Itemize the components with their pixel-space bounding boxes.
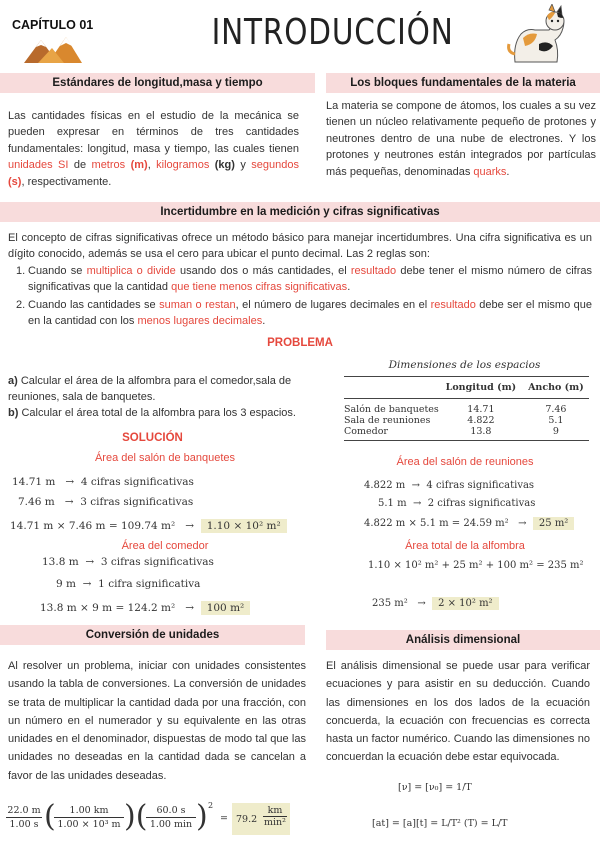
dimensional-header: Análisis dimensional	[326, 630, 600, 650]
conversion-formula: 22.0 m 1.00 s ( 1.00 km 1.00 × 10³ m )( 60.0 s 1.00 min ) 2 = 79.2 km min²	[6, 799, 311, 841]
mountains-logo	[24, 34, 82, 64]
cat-illustration	[505, 4, 567, 66]
chapter-label: CAPÍTULO 01	[12, 18, 94, 32]
dimensions-table-caption: Dimensiones de los espacios	[388, 359, 541, 371]
problem-header: PROBLEMA	[267, 337, 333, 349]
rule-1: 1. Cuando se multiplica o divide usando dos o más cantidades, el resultado debe tener el mismo número de cifras significativas que la cantidad que tiene menos cifras significativas.	[16, 265, 592, 294]
meeting-equation: 4.822 m × 5.1 m = 24.59 m² → 25 m²	[364, 518, 574, 529]
page-title: INTRODUCCIÓN	[211, 12, 454, 53]
banquet-result: 1.10 × 10² m²	[201, 519, 287, 533]
dining-line-1: 13.8 m → 3 cifras significativas	[42, 556, 214, 568]
uncertainty-intro: El concepto de cifras significativas ofrece un método básico para manejar incertidumbres. Una cifra significativa es un dígito conocido, además se usa el cero para ubicar el punto decimal. Las 2 reglas son:	[8, 232, 592, 261]
dimensional-equation-2: [at] = [a][t] = L/T² (T) = L/T	[372, 818, 508, 829]
dimensional-equation-1: [ν] = [ν₀] = 1/T	[398, 782, 472, 793]
meeting-caption: Área del salón de reuniones	[396, 456, 534, 468]
table-header: Longitud (m)	[445, 382, 517, 393]
table-row: Comedor 13.8 9	[344, 426, 589, 441]
meeting-line-1: 4.822 m → 4 cifras significativas	[364, 480, 535, 491]
dimensional-text: El análisis dimensional se puede usar para verificar ecuaciones y para asistir en su deducción. Cuando las dimensiones en los dos lados de la ecuación concuerda, la ecuación con frecuencias es correcta hasta un factor numérico. Cuando las dimensiones no concuerdan la ecuación debe estar equivocada.	[326, 660, 590, 764]
conversion-result: 79.2 km min²	[232, 803, 290, 835]
dining-line-2: 9 m → 1 cifra significativa	[56, 578, 201, 590]
standards-text: Las cantidades físicas en el estudio de la mecánica se pueden expresar en términos de tres cantidades fundamentales: longitud, masa y tiempo, las cuales tienen unidades SI de metros (m), kilogramos (kg) y segundos (s), respectivamente.	[8, 110, 299, 188]
banquet-caption: Área del salón de banquetes	[94, 452, 236, 464]
banquet-equation: 14.71 m × 7.46 m = 109.74 m² → 1.10 × 10² m²	[10, 520, 287, 532]
blocks-header: Los bloques fundamentales de la materia	[326, 73, 600, 93]
meeting-line-2: 5.1 m → 2 cifras significativas	[378, 498, 536, 509]
dimensions-table	[344, 376, 589, 441]
solution-header: SOLUCIÓN	[122, 432, 183, 444]
banquet-line-1: 14.71 m → 4 cifras significativas	[12, 476, 194, 488]
uncertainty-header: Incertidumbre en la medición y cifras significativas	[0, 202, 600, 222]
table-header	[344, 377, 439, 399]
total-result: 2 × 10² m²	[432, 597, 499, 610]
standards-header: Estándares de longitud,masa y tiempo	[0, 73, 315, 93]
problem-b: b) Calcular el área total de la alfombra para los 3 espacios.	[8, 407, 296, 419]
total-caption: Área total de la alfombra	[405, 540, 525, 552]
meeting-result: 25 m²	[533, 517, 574, 530]
conversion-header: Conversión de unidades	[0, 625, 305, 645]
rule-2: 2. Cuando las cantidades se suman o restan, el número de lugares decimales en el resultado debe ser el mismo que en la cantidad con los menos lugares decimales.	[16, 299, 592, 328]
dining-caption: Área del comedor	[121, 540, 209, 552]
banquet-line-2: 7.46 m → 3 cifras significativas	[18, 496, 194, 508]
table-header: Ancho (m)	[528, 382, 584, 393]
dining-result: 100 m²	[201, 601, 251, 615]
dining-equation: 13.8 m × 9 m = 124.2 m² → 100 m²	[40, 602, 250, 614]
table-row: Salón de banquetes 14.71 7.46	[344, 404, 567, 415]
conversion-text: Al resolver un problema, iniciar con unidades consistentes usando la tabla de conversiones. La conversión de unidades se trata de multiplicar la cantidad dada por una fracción, con un número en el numerador y su equivalente en las otras unidades en el denominador, dispuestas de modo tal que las unidades no deseadas en la cantidad dada se cancelan a favor de las unidades deseadas.	[8, 660, 306, 782]
total-equation: 1.10 × 10² m² + 25 m² + 100 m² = 235 m²	[368, 560, 584, 571]
problem-a: a) Calcular el área de la alfombra para el comedor,sala de reuniones, sala de banquetes.	[8, 375, 292, 404]
blocks-text: La materia se compone de átomos, los cuales a su vez tienen un núcleo relativamente pequeño de protones y neutrones dentro de una nube de electrones. Y los protones y neutrones están integrados por partículas más pequeñas, denominadas quarks.	[326, 100, 596, 178]
total-result-line: 235 m² → 2 × 10² m²	[372, 598, 499, 609]
table-row: Sala de reuniones 4.822 5.1	[344, 415, 564, 426]
